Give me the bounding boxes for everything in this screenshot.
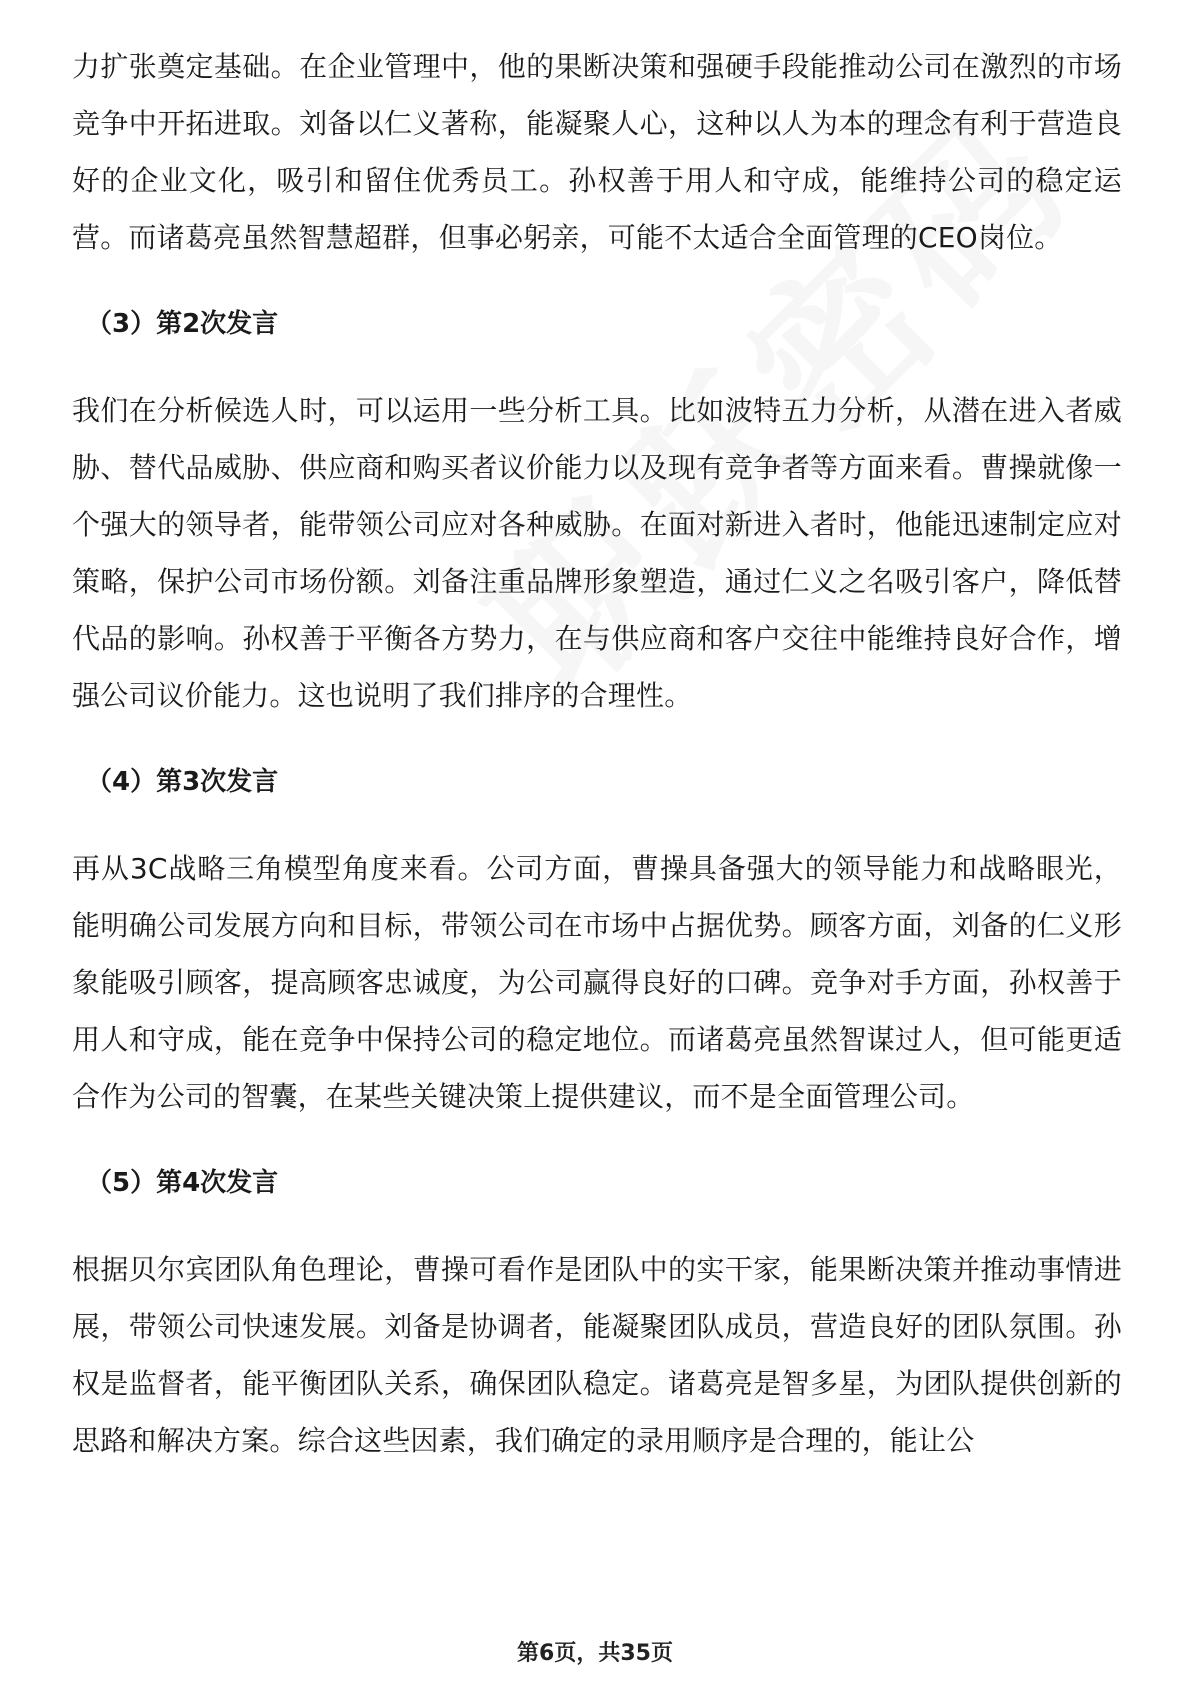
paragraph-3: 我们在分析候选人时，可以运用一些分析工具。比如波特五力分析，从潜在进入者威胁、替代品威胁、供应商和购买者议价能力以及现有竞争者等方面来看。曹操就像一个强大的领导者，能带领公司应对各种威胁。在面对新进入者时，他能迅速制定应对策略，保护公司市场份额。刘备注重品牌形象塑造，通过仁义之名吸引客户，降低替代品的影响。孙权善于平衡各方势力，在与供应商和客户交往中能维持良好合作，增强公司议价能力。这也说明了我们排序的合理性。 <box>72 394 1122 712</box>
document-body <box>72 38 1122 1469</box>
section-heading-3: （3）第2次发言 <box>86 309 279 339</box>
paragraph-intro: 力扩张奠定基础。在企业管理中，他的果断决策和强硬手段能推动公司在激烈的市场竞争中开拓进取。刘备以仁义著称，能凝聚人心，这种以人为本的理念有利于营造良好的企业文化，吸引和留住优秀员工。孙权善于用人和守成，能维持公司的稳定运营。而诸葛亮虽然智慧超群，但事必躬亲，可能不太适合全面管理的CEO岗位。 <box>72 50 1122 254</box>
paragraph-5: 根据贝尔宾团队角色理论，曹操可看作是团队中的实干家，能果断决策并推动事情进展，带领公司快速发展。刘备是协调者，能凝聚团队成员，营造良好的团队氛围。孙权是监督者，能平衡团队关系，确保团队稳定。诸葛亮是智多星，为团队提供创新的思路和解决方案。综合这些因素，我们确定的录用顺序是合理的，能让公 <box>72 1253 1122 1457</box>
section-heading-5: （5）第4次发言 <box>86 1168 279 1198</box>
paragraph-4: 再从3C战略三角模型角度来看。公司方面，曹操具备强大的领导能力和战略眼光，能明确公司发展方向和目标，带领公司在市场中占据优势。顾客方面，刘备的仁义形象能吸引顾客，提高顾客忠诚度，为公司赢得良好的口碑。竞争对手方面，孙权善于用人和守成，能在竞争中保持公司的稳定地位。而诸葛亮虽然智谋过人，但可能更适合作为公司的智囊，在某些关键决策上提供建议，而不是全面管理公司。 <box>72 852 1122 1113</box>
page-number-footer: 第6页，共35页 <box>517 1641 673 1666</box>
section-heading-4: （4）第3次发言 <box>86 767 279 797</box>
